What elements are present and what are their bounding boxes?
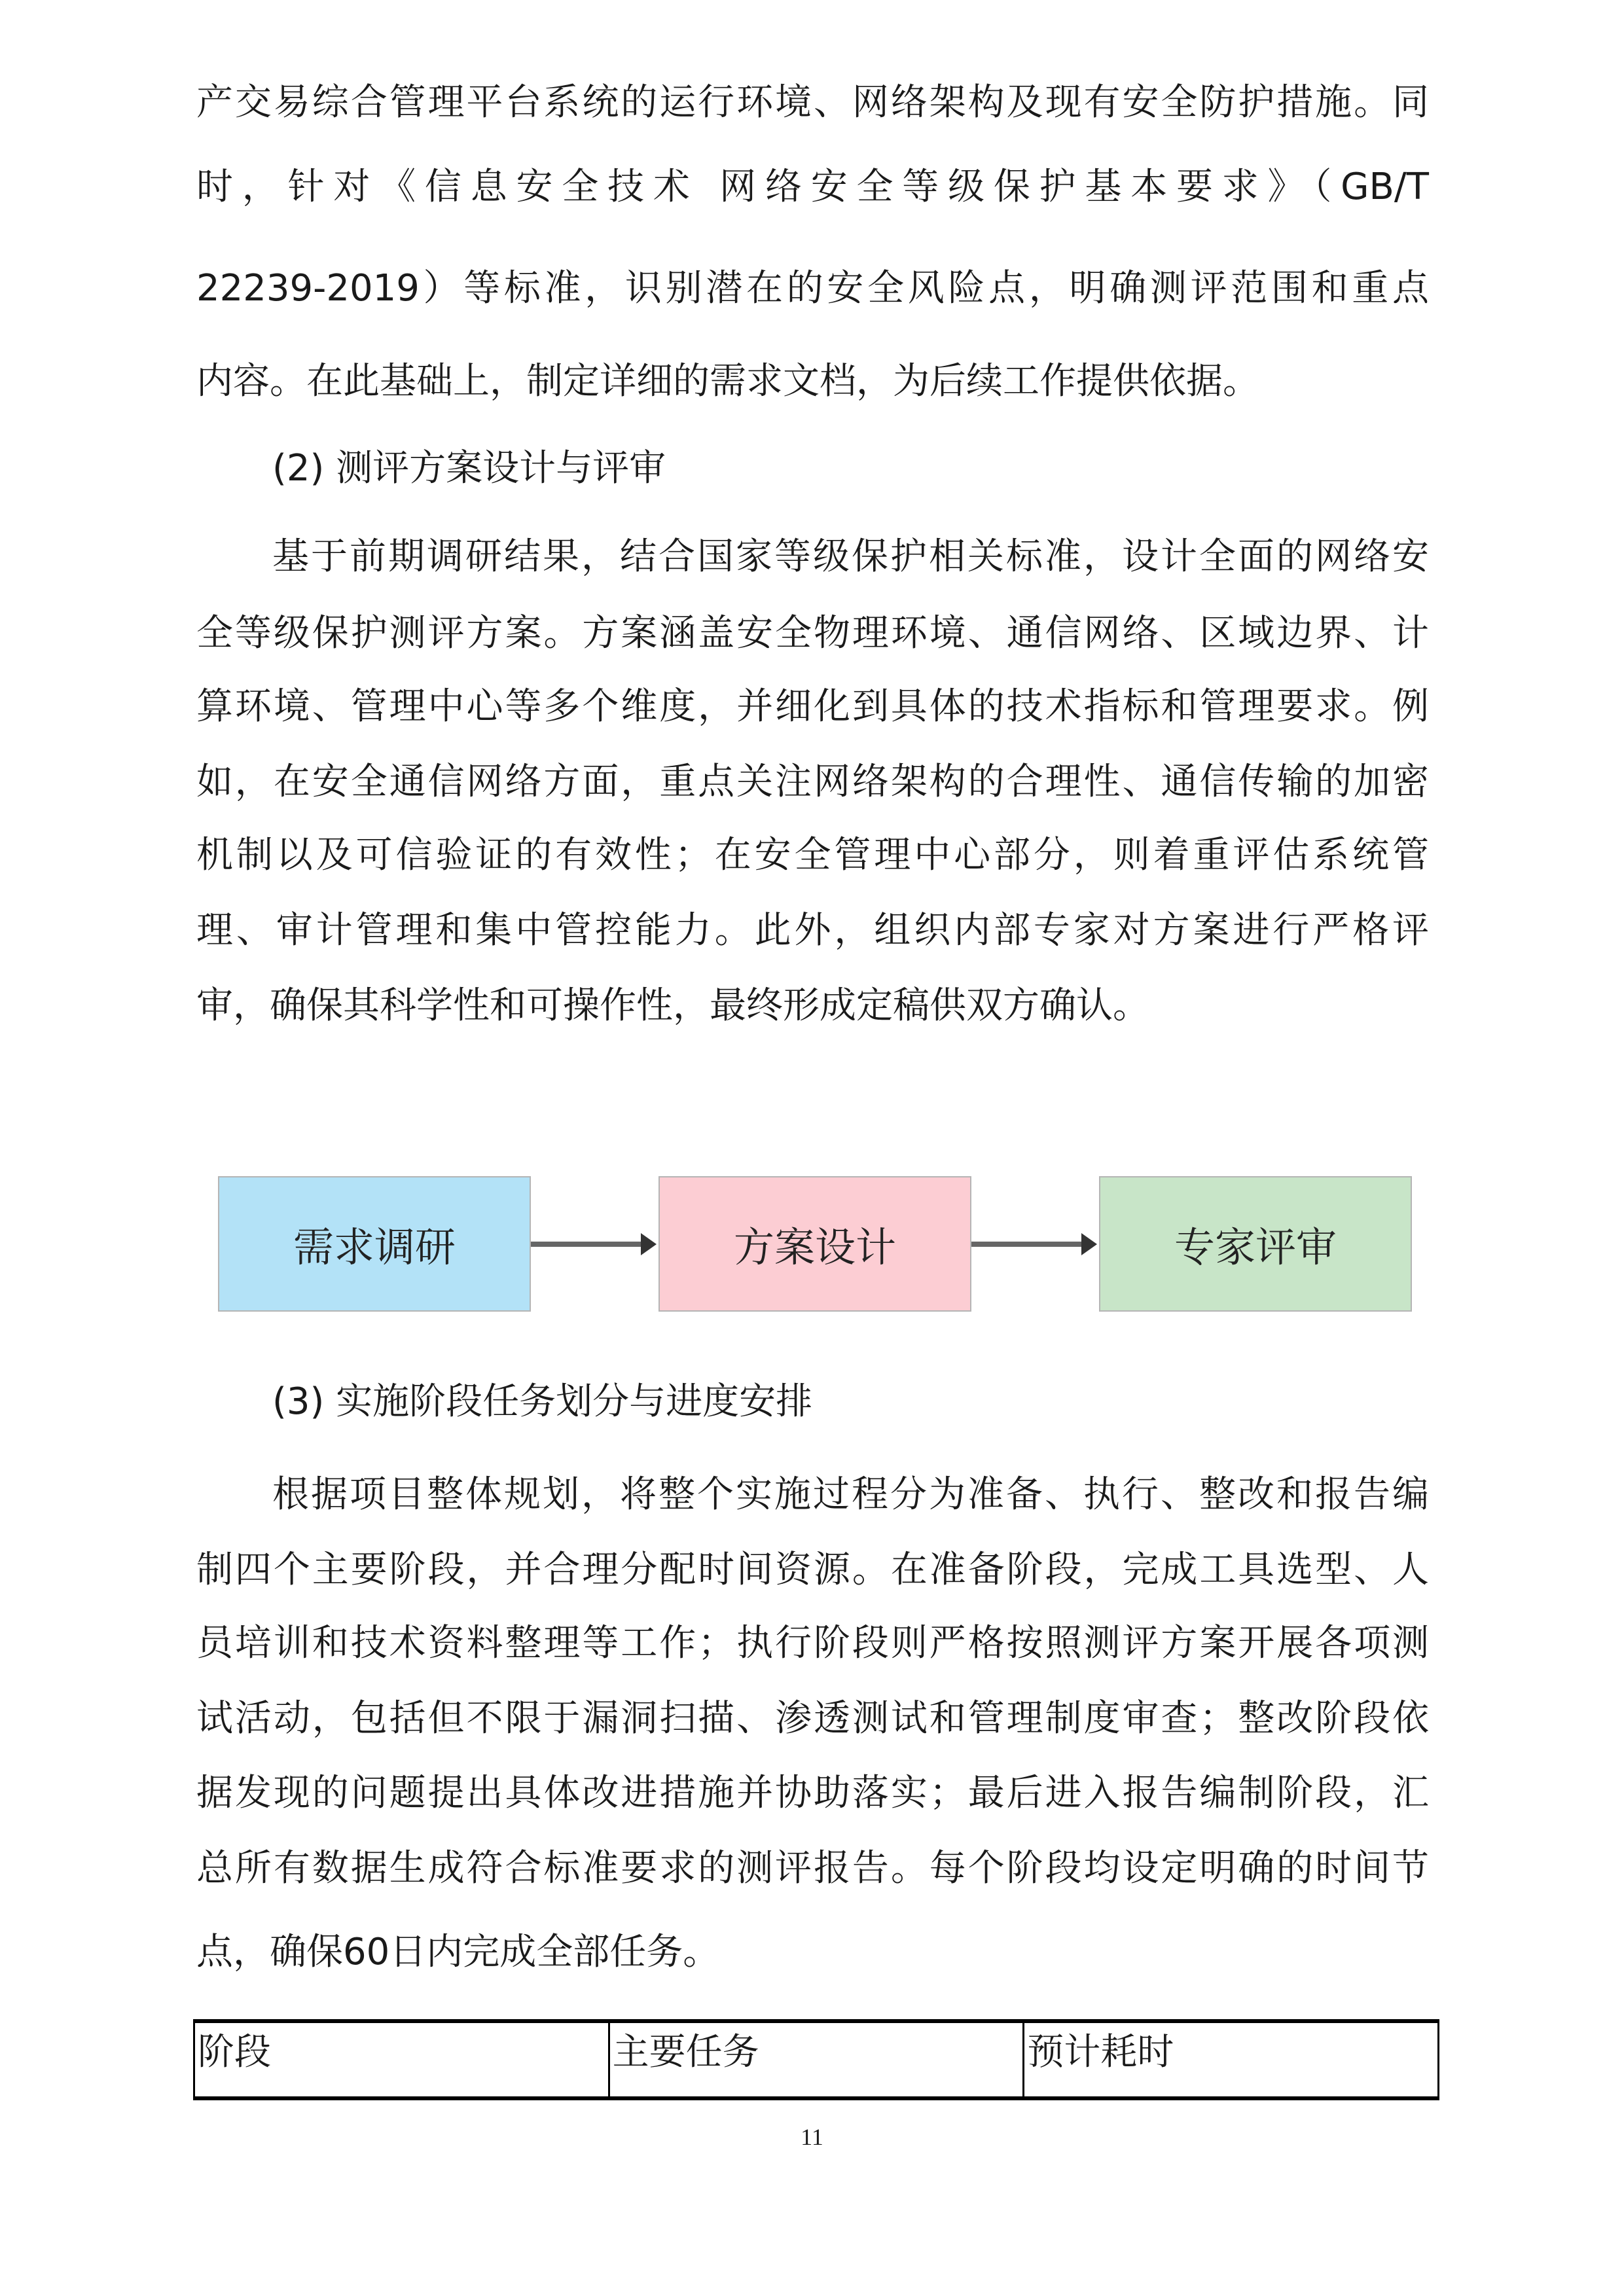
text-line: 时，针对《信息安全技术 网络安全等级保护基本要求》（GB/T xyxy=(196,166,1429,208)
flow-step-requirements: 需求调研 xyxy=(218,1176,531,1312)
text-line: 产交易综合管理平台系统的运行环境、网络架构及现有安全防护措施。同 xyxy=(196,81,1429,124)
header-cell: 主要任务 xyxy=(609,2021,1024,2098)
text-line: 全等级保护测评方案。方案涵盖安全物理环境、通信网络、区域边界、计 xyxy=(196,612,1429,655)
table-header-row xyxy=(194,2021,1439,2098)
text-line: 总所有数据生成符合标准要求的测评报告。每个阶段均设定明确的时间节 xyxy=(196,1847,1429,1890)
page-number: 11 xyxy=(801,2124,823,2150)
text-line: 理、审计管理和集中管控能力。此外，组织内部专家对方案进行严格评 xyxy=(196,909,1429,952)
text-line: 机制以及可信验证的有效性；在安全管理中心部分，则着重评估系统管 xyxy=(196,834,1429,876)
section-heading: (3) 实施阶段任务划分与进度安排 xyxy=(272,1380,813,1423)
text-line: 据发现的问题提出具体改进措施并协助落实；最后进入报告编制阶段，汇 xyxy=(196,1772,1429,1814)
text-line: 基于前期调研结果，结合国家等级保护相关标准，设计全面的网络安 xyxy=(272,535,1429,578)
section-heading: (2) 测评方案设计与评审 xyxy=(272,447,666,490)
text-line: 制四个主要阶段，并合理分配时间资源。在准备阶段，完成工具选型、人 xyxy=(196,1549,1429,1591)
text-line: 内容。在此基础上，制定详细的需求文档，为后续工作提供依据。 xyxy=(196,360,1259,403)
text-line: 如，在安全通信网络方面，重点关注网络架构的合理性、通信传输的加密 xyxy=(196,761,1429,803)
text-line: 根据项目整体规划，将整个实施过程分为准备、执行、整改和报告编 xyxy=(272,1473,1429,1516)
text-line: 点，确保60日内完成全部任务。 xyxy=(196,1931,720,1973)
header-cell: 预计耗时 xyxy=(1024,2021,1439,2098)
text-line: 审，确保其科学性和可操作性，最终形成定稿供双方确认。 xyxy=(196,984,1149,1027)
arrow-icon xyxy=(531,1242,642,1247)
text-line: 算环境、管理中心等多个维度，并细化到具体的技术指标和管理要求。例 xyxy=(196,685,1429,728)
header-cell: 阶段 xyxy=(194,2021,609,2098)
text-line: 试活动，包括但不限于漏洞扫描、渗透测试和管理制度审查；整改阶段依 xyxy=(196,1697,1429,1740)
flow-step-design: 方案设计 xyxy=(659,1176,971,1312)
text-line: 员培训和技术资料整理等工作；执行阶段则严格按照测评方案开展各项测 xyxy=(196,1622,1429,1664)
arrow-icon xyxy=(971,1242,1083,1247)
schedule-table xyxy=(193,2019,1439,2100)
flow-step-review: 专家评审 xyxy=(1099,1176,1412,1312)
text-line: 22239-2019）等标准，识别潜在的安全风险点，明确测评范围和重点 xyxy=(196,267,1429,310)
